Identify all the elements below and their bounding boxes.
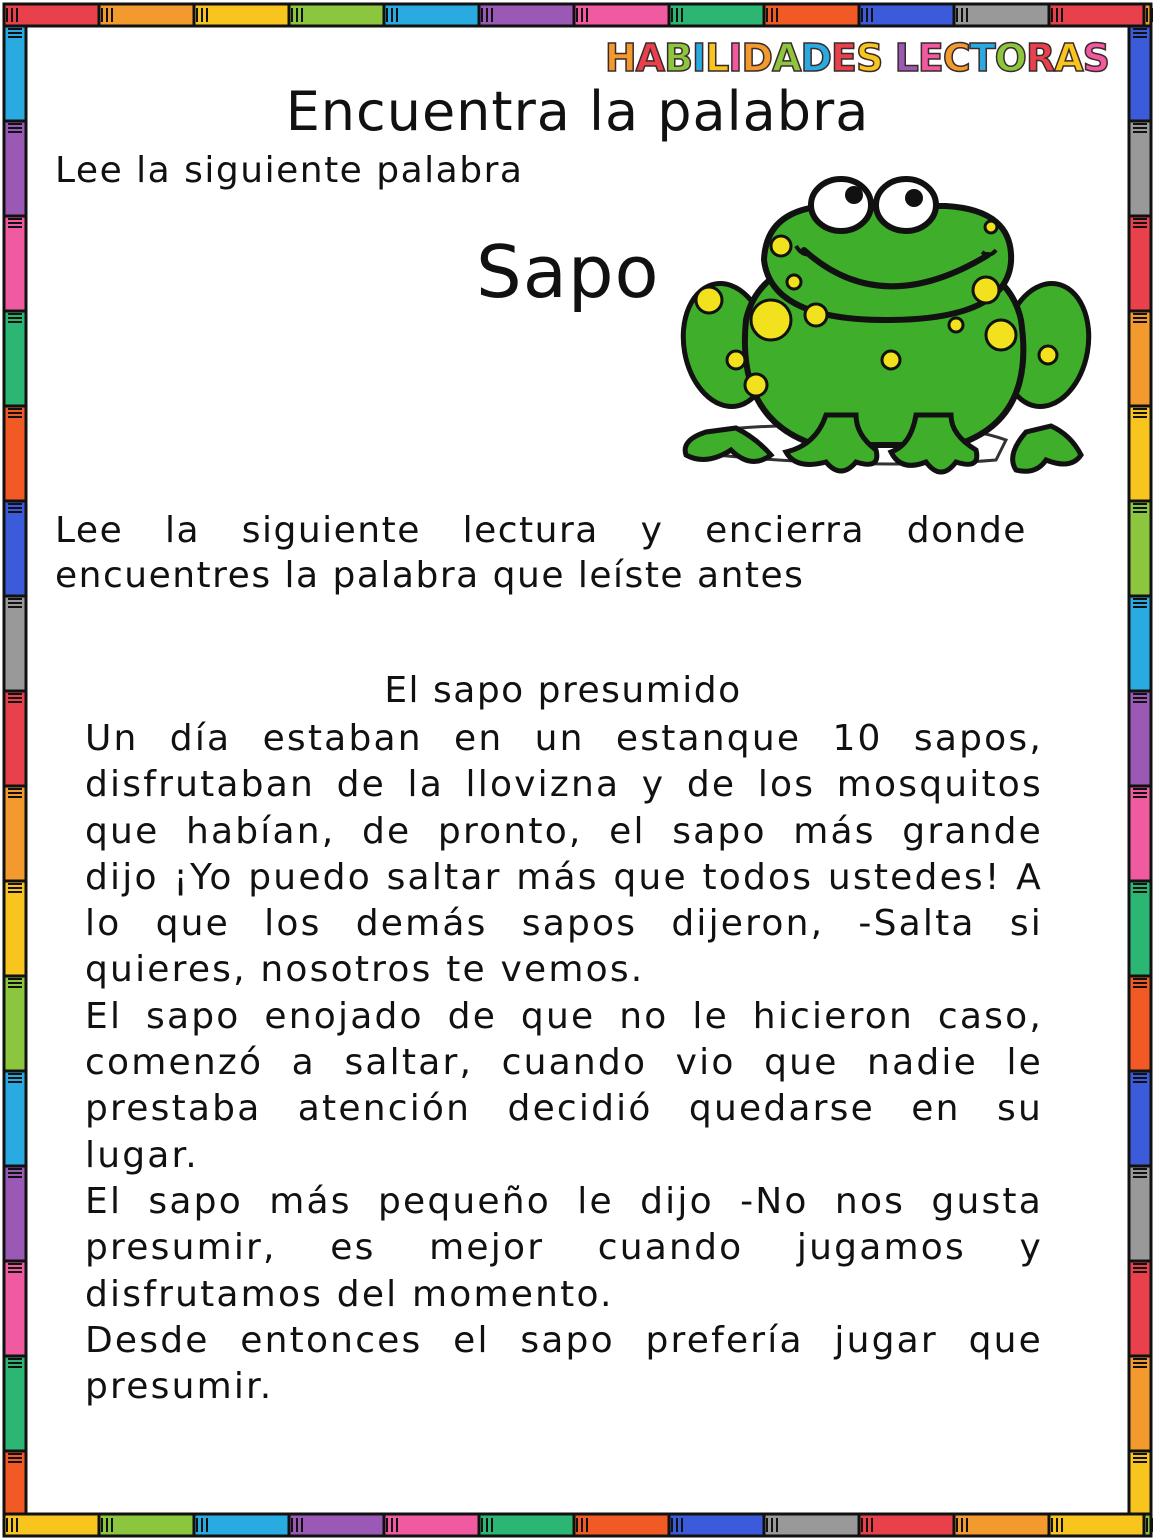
border-stripe	[8, 36, 22, 38]
border-segment	[4, 4, 99, 26]
border-stripe	[8, 1366, 22, 1368]
brand-letter: B	[664, 36, 693, 80]
border-stripe	[1133, 788, 1147, 790]
border-stripe	[8, 511, 22, 513]
border-segment	[1129, 1356, 1151, 1451]
border-segment	[99, 1514, 194, 1536]
border-stripe	[1133, 891, 1147, 893]
story-line: prestaba atención decidió quedarse en su	[85, 1088, 1043, 1130]
border-stripe	[8, 788, 22, 790]
border-stripe	[1133, 1453, 1147, 1455]
border-stripe	[1133, 1168, 1147, 1170]
border-stripe	[486, 8, 488, 22]
border-stripe	[1061, 8, 1063, 22]
brand-letter: T	[969, 36, 995, 80]
border-segment	[574, 1514, 669, 1536]
border-stripe	[1133, 1366, 1147, 1368]
border-stripe	[491, 8, 493, 22]
border-stripe	[8, 598, 22, 600]
border-stripe	[1133, 36, 1147, 38]
border-stripe	[771, 1518, 773, 1532]
border-stripe	[966, 8, 968, 22]
border-stripe	[8, 1271, 22, 1273]
border-stripe	[1133, 1362, 1147, 1364]
border-segment	[1049, 1514, 1144, 1536]
brand-letter: R	[1025, 36, 1055, 80]
border-stripe	[961, 8, 963, 22]
border-stripe	[1133, 32, 1147, 34]
border-segment	[954, 4, 1049, 26]
border-stripe	[8, 1267, 22, 1269]
border-segment	[289, 1514, 384, 1536]
border-stripe	[291, 8, 293, 22]
border-segment	[1129, 311, 1151, 406]
border-stripe	[1133, 598, 1147, 600]
instruction-find-word	[55, 508, 1027, 598]
border-stripe	[481, 1518, 483, 1532]
border-stripe	[111, 1518, 113, 1532]
border-stripe	[8, 1362, 22, 1364]
brand-logo	[605, 36, 1109, 80]
border-stripe	[8, 218, 22, 220]
border-stripe	[1133, 1271, 1147, 1273]
brand-letter: H	[604, 36, 636, 80]
brand-letter: L	[894, 36, 918, 80]
border-segment	[4, 1071, 26, 1166]
border-stripe	[8, 978, 22, 980]
border-stripe	[386, 8, 388, 22]
border-stripe	[8, 408, 22, 410]
border-segment	[859, 1514, 954, 1536]
border-stripe	[1061, 1518, 1063, 1532]
border-stripe	[1133, 226, 1147, 228]
border-stripe	[776, 8, 778, 22]
border-stripe	[1151, 1518, 1153, 1532]
border-stripe	[8, 1081, 22, 1083]
page-title: Encuentra la palabra	[285, 80, 870, 143]
border-stripe	[1133, 986, 1147, 988]
border-stripe	[1146, 1518, 1148, 1532]
border-stripe	[1133, 28, 1147, 30]
story-paragraph	[85, 1179, 1043, 1318]
border-stripe	[866, 1518, 868, 1532]
border-stripe	[8, 1263, 22, 1265]
frog-illustration	[676, 170, 1096, 510]
instruction-read-word: Lee la siguiente palabra	[55, 150, 524, 191]
brand-letter: I	[728, 36, 742, 80]
border-segment	[384, 4, 479, 26]
border-segment	[4, 216, 26, 311]
border-segment	[669, 4, 764, 26]
border-stripe	[1133, 1176, 1147, 1178]
story-line: presumir, es mejor cuando jugamos y	[85, 1227, 1043, 1269]
story-line: El sapo enojado de que no le hicieron caso,	[85, 995, 1043, 1037]
border-stripe	[1133, 796, 1147, 798]
border-stripe	[8, 416, 22, 418]
border-stripe	[1133, 693, 1147, 695]
border-stripe	[201, 1518, 203, 1532]
instruction-line-1	[55, 508, 1027, 553]
border-stripe	[8, 503, 22, 505]
story-line: Un día estaban en un estanque 10 sapos,	[85, 718, 1043, 759]
border-segment	[384, 1514, 479, 1536]
story-line: que habían, de pronto, el sapo más grande	[85, 810, 1043, 852]
border-stripe	[396, 8, 398, 22]
instruction-line-2: encuentres la palabra que leíste antes	[55, 555, 805, 596]
brand-letter: A	[1054, 36, 1083, 80]
border-stripe	[766, 8, 768, 22]
border-segment	[4, 1451, 26, 1514]
border-stripe	[871, 8, 873, 22]
border-stripe	[1151, 8, 1153, 22]
border-segment	[1129, 1261, 1151, 1356]
border-stripe	[956, 1518, 958, 1532]
border-stripe	[8, 321, 22, 323]
story-body	[85, 716, 1043, 1410]
brand-letter: L	[705, 36, 729, 80]
border-stripe	[1133, 511, 1147, 513]
border-stripe	[8, 1077, 22, 1079]
border-segment	[1129, 501, 1151, 596]
border-segment	[194, 4, 289, 26]
story-paragraph	[85, 994, 1043, 1179]
story-line: disfrutamos del momento.	[85, 1273, 614, 1315]
instruction-word: Lee	[55, 510, 124, 551]
brand-letter: I	[692, 36, 706, 80]
border-stripe	[671, 1518, 673, 1532]
border-stripe	[6, 1518, 8, 1532]
story-line: disfrutaban de la llovizna y de los mosquitos	[85, 764, 1043, 806]
border-stripe	[301, 8, 303, 22]
border-segment	[764, 1514, 859, 1536]
border-stripe	[1133, 1457, 1147, 1459]
border-stripe	[1056, 1518, 1058, 1532]
border-stripe	[8, 1168, 22, 1170]
border-stripe	[776, 1518, 778, 1532]
border-stripe	[586, 8, 588, 22]
border-stripe	[766, 1518, 768, 1532]
border-stripe	[576, 1518, 578, 1532]
brand-letter: S	[856, 36, 883, 80]
border-stripe	[8, 507, 22, 509]
border-segment	[1049, 4, 1144, 26]
border-stripe	[1133, 1081, 1147, 1083]
instruction-word: la	[164, 510, 201, 551]
border-stripe	[1133, 1172, 1147, 1174]
border-stripe	[1133, 978, 1147, 980]
border-stripe	[8, 1176, 22, 1178]
border-segment	[1129, 691, 1151, 786]
instruction-word: donde	[906, 510, 1027, 551]
border-segment	[1129, 976, 1151, 1071]
brand-letter: E	[831, 36, 857, 80]
border-stripe	[8, 412, 22, 414]
border-stripe	[16, 8, 18, 22]
border-stripe	[8, 883, 22, 885]
border-segment	[4, 1261, 26, 1356]
border-stripe	[1133, 606, 1147, 608]
border-stripe	[391, 8, 393, 22]
border-stripe	[8, 222, 22, 224]
border-stripe	[871, 1518, 873, 1532]
target-word: Sapo	[476, 230, 660, 314]
brand-letter: D	[800, 36, 832, 80]
story-line: dijo ¡Yo puedo saltar más que todos ustedes! A	[85, 856, 1043, 898]
story-line: El sapo más pequeño le dijo -No nos gusta	[85, 1180, 1043, 1222]
border-segment	[764, 4, 859, 26]
border-stripe	[1133, 602, 1147, 604]
border-stripe	[8, 1358, 22, 1360]
border-segment	[4, 1356, 26, 1451]
border-stripe	[1051, 8, 1053, 22]
border-stripe	[206, 8, 208, 22]
brand-letter: S	[1082, 36, 1109, 80]
border-stripe	[1133, 503, 1147, 505]
border-stripe	[6, 8, 8, 22]
border-segment	[1129, 406, 1151, 501]
border-stripe	[866, 8, 868, 22]
border-stripe	[581, 1518, 583, 1532]
border-stripe	[196, 1518, 198, 1532]
border-stripe	[1133, 1267, 1147, 1269]
border-stripe	[1133, 507, 1147, 509]
border-stripe	[8, 1172, 22, 1174]
border-stripe	[8, 796, 22, 798]
border-stripe	[1133, 887, 1147, 889]
border-segment	[1129, 786, 1151, 881]
instruction-word: y	[640, 510, 664, 551]
border-stripe	[11, 8, 13, 22]
border-stripe	[491, 1518, 493, 1532]
border-segment	[1129, 881, 1151, 976]
border-stripe	[486, 1518, 488, 1532]
border-segment	[99, 4, 194, 26]
border-stripe	[1133, 412, 1147, 414]
border-stripe	[8, 28, 22, 30]
brand-letter: E	[917, 36, 943, 80]
border-stripe	[8, 887, 22, 889]
border-stripe	[111, 8, 113, 22]
border-stripe	[1133, 982, 1147, 984]
border-stripe	[106, 1518, 108, 1532]
border-stripe	[1133, 1073, 1147, 1075]
border-stripe	[1133, 1358, 1147, 1360]
brand-letter	[882, 36, 894, 80]
border-stripe	[206, 1518, 208, 1532]
border-stripe	[1133, 218, 1147, 220]
border-stripe	[8, 1461, 22, 1463]
border-stripe	[1133, 408, 1147, 410]
border-stripe	[1133, 1077, 1147, 1079]
border-stripe	[1133, 701, 1147, 703]
border-stripe	[966, 1518, 968, 1532]
border-stripe	[201, 8, 203, 22]
story-line: presumir.	[85, 1366, 274, 1408]
border-segment	[4, 1514, 99, 1536]
border-stripe	[576, 8, 578, 22]
border-stripe	[8, 1073, 22, 1075]
border-stripe	[11, 1518, 13, 1532]
border-stripe	[671, 8, 673, 22]
border-stripe	[681, 1518, 683, 1532]
brand-letter: A	[772, 36, 801, 80]
border-stripe	[861, 8, 863, 22]
border-stripe	[1133, 1461, 1147, 1463]
brand-letter: O	[994, 36, 1026, 80]
border-segment	[479, 4, 574, 26]
border-stripe	[391, 1518, 393, 1532]
border-segment	[289, 4, 384, 26]
border-stripe	[8, 986, 22, 988]
border-stripe	[676, 1518, 678, 1532]
story-paragraph	[85, 1318, 1043, 1411]
border-stripe	[296, 1518, 298, 1532]
border-segment	[4, 501, 26, 596]
border-stripe	[1133, 883, 1147, 885]
border-stripe	[1133, 792, 1147, 794]
border-segment	[4, 786, 26, 881]
border-segment	[4, 311, 26, 406]
story-line: Desde entonces el sapo prefería jugar que	[85, 1319, 1043, 1361]
border-segment	[4, 406, 26, 501]
border-stripe	[676, 8, 678, 22]
border-stripe	[1133, 222, 1147, 224]
border-stripe	[101, 8, 103, 22]
border-stripe	[771, 8, 773, 22]
border-stripe	[586, 1518, 588, 1532]
border-stripe	[8, 226, 22, 228]
border-stripe	[481, 8, 483, 22]
border-stripe	[8, 32, 22, 34]
border-stripe	[1133, 1263, 1147, 1265]
border-stripe	[8, 1457, 22, 1459]
brand-letter: A	[635, 36, 665, 80]
border-stripe	[386, 1518, 388, 1532]
border-segment	[1129, 1071, 1151, 1166]
story-title: El sapo presumido	[384, 670, 742, 711]
border-stripe	[8, 602, 22, 604]
story-line: lo que los demás sapos dijeron, -Salta si	[85, 903, 1043, 945]
instruction-word: siguiente	[241, 510, 421, 551]
border-segment	[669, 1514, 764, 1536]
border-stripe	[1056, 8, 1058, 22]
border-stripe	[8, 606, 22, 608]
border-stripe	[1133, 317, 1147, 319]
border-stripe	[1133, 321, 1147, 323]
border-stripe	[8, 317, 22, 319]
border-stripe	[1133, 313, 1147, 315]
border-segment	[1129, 1451, 1151, 1514]
border-stripe	[861, 1518, 863, 1532]
brand-letter: C	[942, 36, 970, 80]
border-stripe	[291, 1518, 293, 1532]
instruction-word: lectura	[462, 510, 599, 551]
border-stripe	[8, 891, 22, 893]
border-stripe	[681, 8, 683, 22]
story-line: comenzó a saltar, cuando vio que nadie le	[85, 1042, 1043, 1084]
border-segment	[954, 1514, 1049, 1536]
border-segment	[4, 1166, 26, 1261]
border-segment	[194, 1514, 289, 1536]
border-stripe	[101, 1518, 103, 1532]
border-stripe	[961, 1518, 963, 1532]
story-line: quieres, nosotros te vemos.	[85, 949, 645, 991]
border-stripe	[8, 313, 22, 315]
story-line: lugar.	[85, 1134, 199, 1176]
border-segment	[859, 4, 954, 26]
border-segment	[4, 881, 26, 976]
border-stripe	[1133, 416, 1147, 418]
border-stripe	[196, 8, 198, 22]
brand-letter: D	[741, 36, 773, 80]
instruction-word: encierra	[705, 510, 866, 551]
border-stripe	[16, 1518, 18, 1532]
border-stripe	[1146, 8, 1148, 22]
border-stripe	[301, 1518, 303, 1532]
border-stripe	[8, 982, 22, 984]
border-segment	[1129, 1166, 1151, 1261]
border-stripe	[8, 792, 22, 794]
border-stripe	[396, 1518, 398, 1532]
border-stripe	[106, 8, 108, 22]
border-segment	[574, 4, 669, 26]
border-stripe	[1051, 1518, 1053, 1532]
story-paragraph	[85, 716, 1043, 994]
border-stripe	[296, 8, 298, 22]
border-segment	[1129, 596, 1151, 691]
border-stripe	[956, 8, 958, 22]
border-stripe	[1133, 697, 1147, 699]
border-stripe	[581, 8, 583, 22]
border-segment	[4, 976, 26, 1071]
border-stripe	[8, 1453, 22, 1455]
border-segment	[479, 1514, 574, 1536]
border-segment	[1129, 216, 1151, 311]
